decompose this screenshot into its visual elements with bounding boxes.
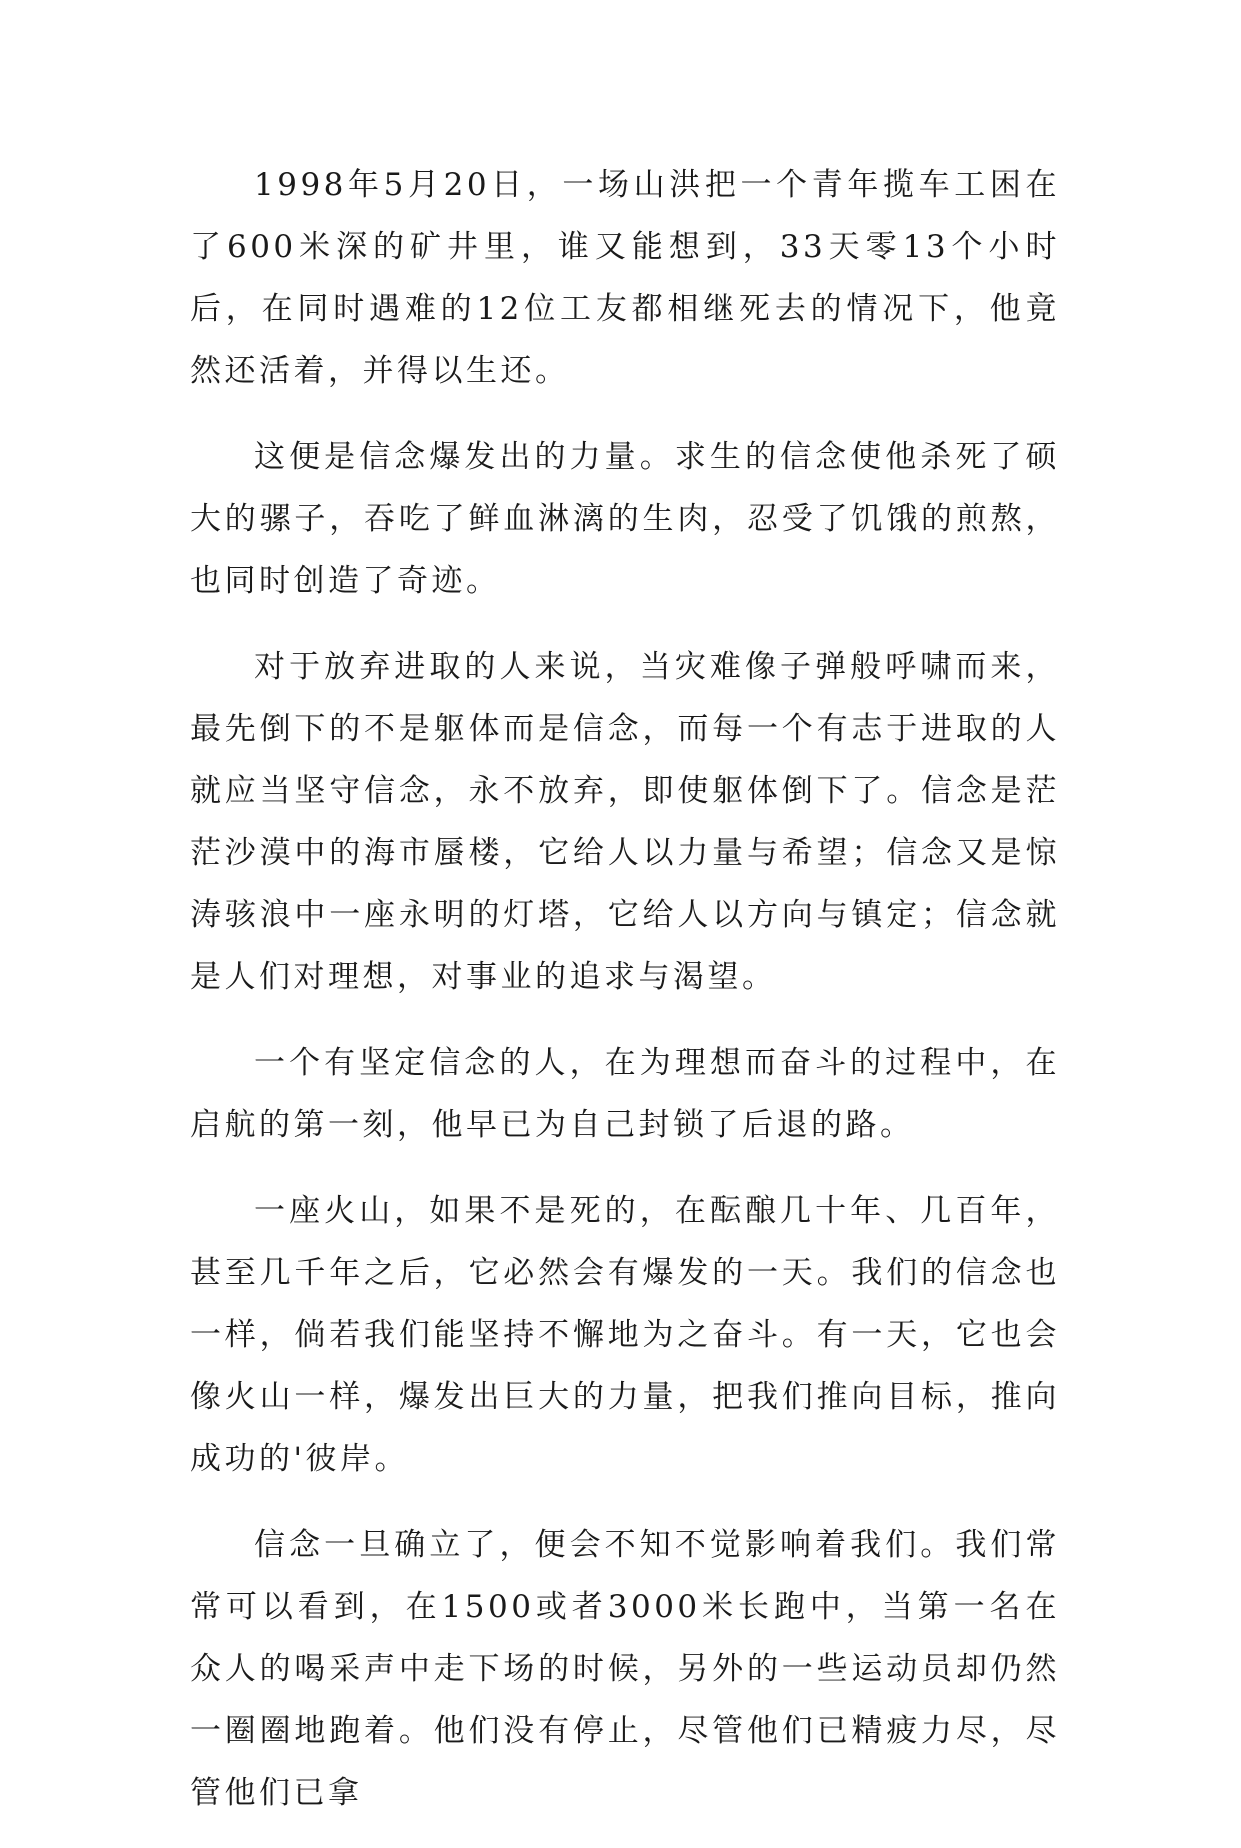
document-body xyxy=(190,154,1060,1848)
paragraph-4: 一个有坚定信念的人，在为理想而奋斗的过程中，在启航的第一刻，他早已为自己封锁了后退的路。 xyxy=(190,1045,1060,1143)
paragraph-2: 这便是信念爆发出的力量。求生的信念使他杀死了硕大的骡子，吞吃了鲜血淋漓的生肉，忍受了饥饿的煎熬，也同时创造了奇迹。 xyxy=(190,439,1060,599)
paragraph-3: 对于放弃进取的人来说，当灾难像子弹般呼啸而来，最先倒下的不是躯体而是信念，而每一个有志于进取的人就应当坚守信念，永不放弃，即使躯体倒下了。信念是茫茫沙漠中的海市蜃楼，它给人以力量与希望；信念又是惊涛骇浪中一座永明的灯塔，它给人以方向与镇定；信念就是人们对理想，对事业的追求与渴望。 xyxy=(190,649,1060,995)
paragraph-5: 一座火山，如果不是死的，在酝酿几十年、几百年，甚至几千年之后，它必然会有爆发的一天。我们的信念也一样，倘若我们能坚持不懈地为之奋斗。有一天，它也会像火山一样，爆发出巨大的力量，把我们推向目标，推向成功的'彼岸。 xyxy=(190,1193,1060,1477)
paragraph-1: 1998年5月20日，一场山洪把一个青年揽车工困在了600米深的矿井里，谁又能想到，33天零13个小时后，在同时遇难的12位工友都相继死去的情况下，他竟然还活着，并得以生还。 xyxy=(190,167,1060,389)
paragraph-6: 信念一旦确立了，便会不知不觉影响着我们。我们常常可以看到，在1500或者3000米长跑中，当第一名在众人的喝采声中走下场的时候，另外的一些运动员却仍然一圈圈地跑着。他们没有停止，尽管他们已精疲力尽，尽管他们已拿 xyxy=(190,1527,1060,1811)
